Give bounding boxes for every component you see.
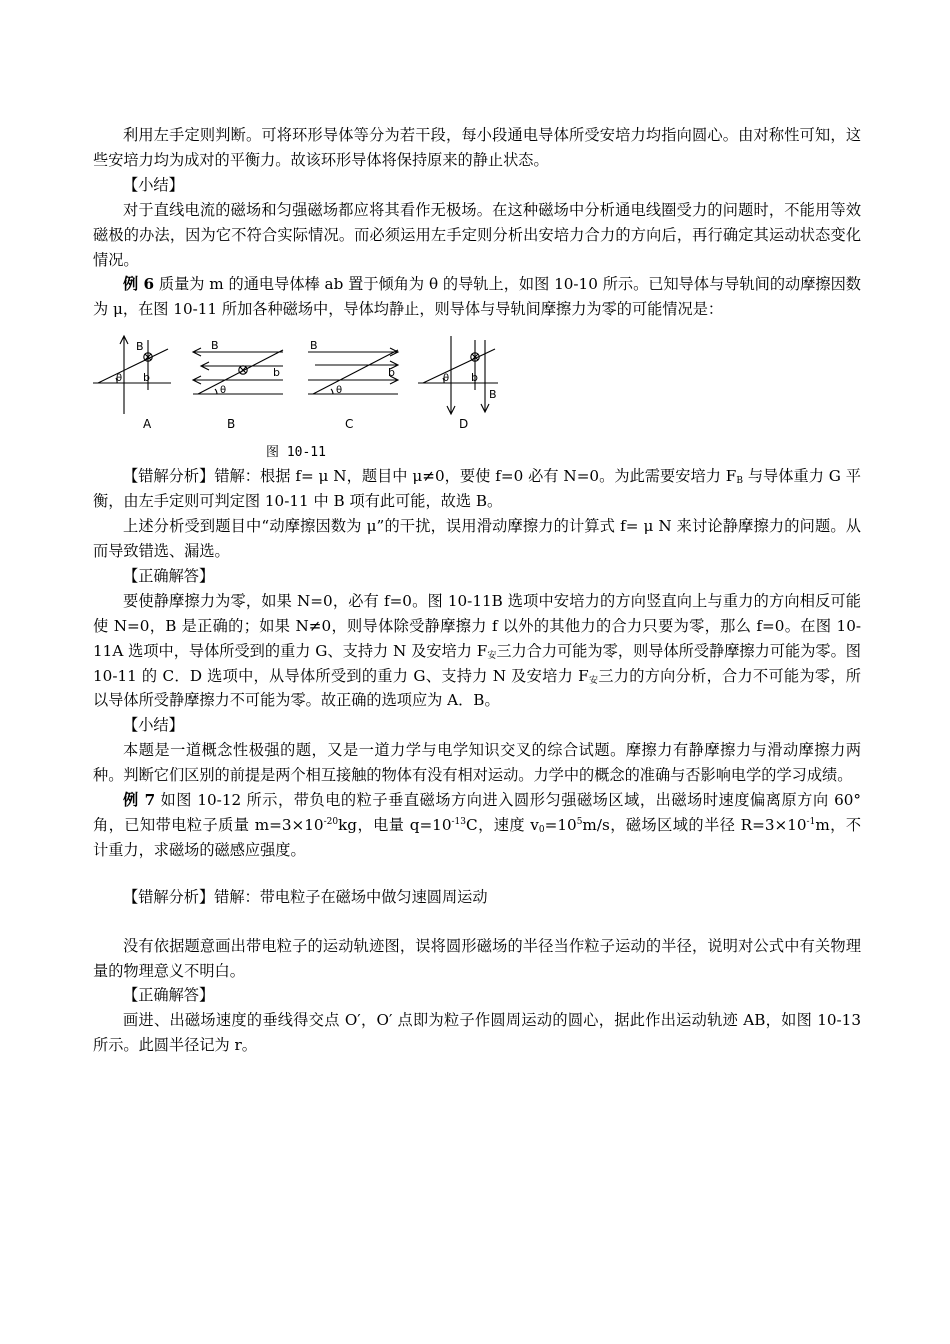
summary-heading-2: 【小结】: [123, 716, 184, 735]
panel-c-theta: θ: [336, 385, 343, 397]
panel-c-b-label: B: [310, 339, 318, 353]
panel-b-theta: θ: [220, 385, 227, 397]
paragraph-5: 没有依据题意画出带电粒子的运动轨迹图，误将圆形磁场的半径当作粒子运动的半径，说明对公式中有关物理量的物理意义不明白。: [93, 936, 861, 980]
correct-answer-heading-1: 【正确解答】: [123, 566, 215, 585]
panel-d-drawing: [418, 336, 498, 414]
panel-a-drawing: [93, 336, 171, 414]
panel-b-b-label: B: [211, 339, 219, 353]
figure-10-11: [93, 332, 861, 464]
spacer-2: [93, 910, 861, 934]
paragraph-6: 画进、出磁场速度的垂线得交点 O′，O′ 点即为粒子作圆周运动的圆心，据此作出运动轨迹 AB，如图 10-13 所示。此圆半径记为 r。: [93, 1011, 861, 1055]
spacer-1: [93, 863, 861, 885]
panel-a-b-label: B: [136, 340, 144, 354]
panel-c-label: C: [345, 417, 354, 432]
panel-b-label: B: [227, 417, 236, 432]
figure-caption: 图 10-11: [266, 445, 326, 461]
example-7: [93, 788, 861, 863]
panel-a-label: A: [143, 417, 152, 432]
error-analysis-6-text-b: 与导体重力 G 平衡，由左手定则可判定图 10-11 中 B 项有此可能，故选 B。: [93, 467, 861, 511]
error-analysis-6: [93, 464, 861, 514]
correct-answer-6: [93, 589, 861, 714]
example-7-sup-4: -1: [806, 816, 816, 827]
error-analysis-6-text-a: 错解：根据 f= μ N，题目中 μ≠0，要使 f=0 必有 N=0。为此需要安培力 F: [214, 467, 737, 486]
panel-a-rod-b: b: [143, 371, 150, 385]
panel-b-drawing: [193, 348, 283, 397]
example-7-sup-2: -13: [451, 816, 466, 827]
panel-d-label: D: [459, 417, 469, 432]
example-7-text-a: 如图 10-12 所示，带负电的粒子垂直磁场方向进入圆形匀强磁场区域，出磁场时速度偏离原方向 60° 角，已知带电粒子质量 m=3×10: [93, 791, 861, 834]
error-analysis-6-subscript: B: [736, 476, 743, 487]
example-6: [93, 272, 861, 322]
correct-answer-6-sub-1: 安: [487, 650, 497, 661]
panel-c-drawing: [308, 348, 398, 397]
panel-d-theta: θ: [443, 373, 450, 385]
example-7-text-c: C，速度 v: [466, 815, 539, 834]
example-7-text-b: kg，电量 q=10: [338, 815, 452, 834]
paragraph-3: 上述分析受到题目中“动摩擦因数为 μ”的干扰，误用滑动摩擦力的计算式 f= μ N 来讨论静摩擦力的问题。从而导致错选、漏选。: [93, 517, 861, 560]
example-7-text-d: =10: [544, 815, 577, 834]
example-7-sup-3: 5: [576, 816, 583, 827]
correct-answer-6-sub-2: 安: [588, 675, 599, 686]
panel-c-rod-b: b: [388, 366, 395, 380]
correct-answer-6-text-c: 三力的方向分析，合力不可能为零，所以导体所受静摩擦力不可能为零。故正确的选项应为 A．B。: [93, 666, 861, 710]
correct-answer-6-text-a: 要使静摩擦力为零，如果 N=0，必有 f=0。图 10-11B 选项中安培力的方向竖直向上与重力的方向相反可能使 N=0，B 是正确的；如果 N≠0，则导体除受静摩擦力 f 以外的其他力的合力只要为零，那么 f=0。在图 10-11A 选项中，导体所受到的重力 G、支持力 N 及安培力 F: [93, 591, 861, 660]
paragraph-2: 对于直线电流的磁场和匀强磁场都应将其看作无极场。在这种磁场中分析通电线圈受力的问题时，不能用等效磁极的办法，因为它不符合实际情况。而必须运用左手定则分析出安培力合力的方向后，再行确定其运动状态变化情况。: [93, 200, 861, 269]
figure-10-11-diagram: [93, 332, 861, 464]
panel-b-rod-b: b: [273, 366, 280, 380]
paragraph-4: 本题是一道概念性极强的题，又是一道力学与电学知识交叉的综合试题。摩擦力有静摩擦力与滑动摩擦力两种。判断它们区别的前提是两个相互接触的物体有没有相对运动。力学中的概念的准确与否影响电学的学习成绩。: [93, 741, 861, 785]
example-7-label: 例 7: [123, 791, 156, 810]
document-page: [93, 123, 861, 1058]
example-7-text-f: m，不计重力，求磁场的磁感应强度。: [93, 815, 862, 859]
example-6-text: 质量为 m 的通电导体棒 ab 置于倾角为 θ 的导轨上，如图 10-10 所示。已知导体与导轨间的动摩擦因数为 μ，在图 10-11 所加各种磁场中，导体均静止，则导体与导轨间摩擦力为零的可能情况是：: [93, 275, 861, 319]
panel-a-theta: θ: [116, 373, 123, 385]
panel-d-b-label: B: [489, 388, 497, 402]
panel-d-rod-b: b: [471, 371, 478, 385]
example-7-sup-1: -20: [323, 816, 339, 827]
correct-answer-heading-2: 【正确解答】: [123, 986, 215, 1005]
example-7-text-e: m/s，磁场区域的半径 R=3×10: [582, 815, 807, 834]
error-analysis-7: 【错解分析】错解：带电粒子在磁场中做匀速圆周运动: [123, 887, 488, 906]
error-analysis-6-head: 【错解分析】: [123, 467, 215, 486]
correct-answer-6-text-b: 三力合力可能为零，则导体所受静摩擦力可能为零。图 10-11 的 C．D 选项中，从导体所受到的重力 G、支持力 N 及安培力 F: [93, 641, 861, 685]
example-7-sub-1: 0: [538, 824, 545, 835]
example-6-label: 例 6: [123, 275, 155, 294]
summary-heading-1: 【小结】: [123, 175, 184, 194]
paragraph-1: 利用左手定则判断。可将环形导体等分为若干段，每小段通电导体所受安培力均指向圆心。由对称性可知，这些安培力均为成对的平衡力。故该环形导体将保持原来的静止状态。: [93, 126, 861, 169]
